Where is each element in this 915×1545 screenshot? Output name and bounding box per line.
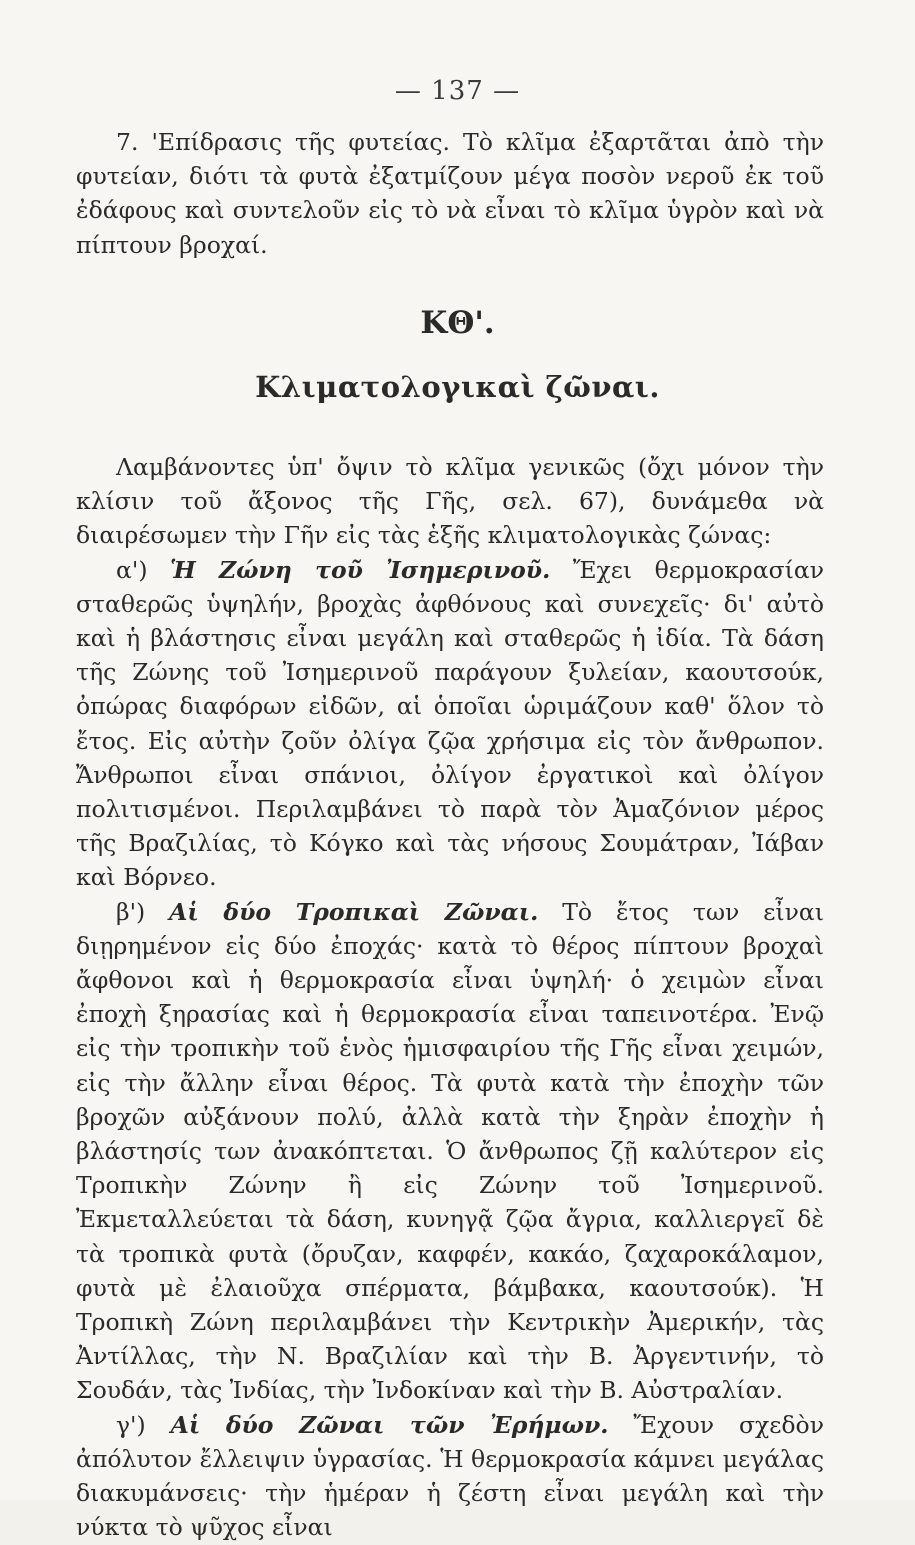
intro-paragraph: Λαμβάνοντες ὑπ' ὄψιν τὸ κλῖμα γενικῶς (ὄχι μόνον τὴν κλίσιν τοῦ ἄξονος τῆς Γῆς, σελ. 67), δυνάμεθα νὰ διαιρέσωμεν τὴν Γῆν εἰς τὰς ἑξῆς κλιματολογικὰς ζώνας: <box>76 453 824 550</box>
item-7-paragraph <box>76 125 824 262</box>
zone-marker: α') <box>116 555 171 584</box>
zone-paragraph-equator <box>76 553 824 895</box>
section-number: ΚΘ'. <box>420 305 495 341</box>
zone-text: Ἔχει θερμοκρασίαν σταθερῶς ὑψηλήν, βροχὰς ἀφθόνους καὶ συνεχεῖς· δι' αὐτὸ καὶ ἡ βλάστησις εἶναι μεγάλη καὶ σταθερῶς ἡ ἰδία. Τὰ δάση τῆς Ζώνης τοῦ Ἰσημερινοῦ παράγουν ξυλείαν, καουτσούκ, ὀπώρας διαφόρων εἰδῶν, αἱ ὁποῖαι ὡριμάζουν καθ' ὅλον τὸ ἔτος. Εἰς αὐτὴν ζοῦν ὀλίγα ζῷα χρήσιμα εἰς τὸν ἄνθρωπον. Ἄνθρωποι εἶναι σπάνιοι, ὀλίγον ἐργατικοὶ καὶ ὀλίγον πολιτισμένοι. Περιλαμβάνει τὸ παρὰ τὸν Ἀμαζόνιον μέρος τῆς Βραζιλίας, τὸ Κόγκο καὶ τὰς νήσους Σουμάτραν, Ἰάβαν καὶ Βόρνεο. <box>76 555 825 892</box>
item-7-block <box>76 125 824 262</box>
section-body <box>76 450 824 1545</box>
zone-text: Τὸ ἔτος των εἶναι διῃρημένον εἰς δύο ἐποχάς· κατὰ τὸ θέρος πίπτουν βροχαὶ ἄφθονοι καὶ ἡ θερμοκρασία εἶναι ὑψηλή· ὁ χειμὼν εἶναι ἐποχὴ ξηρασίας καὶ ἡ θερμοκρασία εἶναι ταπεινοτέρα. Ἐνῷ εἰς τὴν τροπικὴν τοῦ ἑνὸς ἡμισφαιρίου τῆς Γῆς εἶναι χειμών, εἰς τὴν ἄλλην εἶναι θέρος. Τὰ φυτὰ κατὰ τὴν ἐποχὴν τῶν βροχῶν αὐξάνουν πολύ, ἀλλὰ κατὰ τὴν ξηρὰν ἐποχὴν ἡ βλάστησίς των ἀνακόπτεται. Ὁ ἄνθρωπος ζῇ καλύτερον εἰς Τροπικὴν Ζώνην ἢ εἰς Ζώνην τοῦ Ἰσημερινοῦ. Ἐκμεταλλεύεται τὰ δάση, κυνηγᾷ ζῷα ἄγρια, καλλιεργεῖ δὲ τὰ τροπικὰ φυτὰ (ὄρυζαν, καφφέν, κακάο, ζαχαροκάλαμον, φυτὰ μὲ ἐλαιοῦχα σπέρματα, βάμβακα, καουτσούκ). Ἡ Τροπικὴ Ζώνη περιλαμβάνει τὴν Κεντρικὴν Ἀμερικήν, τὰς Ἀντίλλας, τὴν Ν. Βραζιλίαν καὶ τὴν Β. Ἀργεντινήν, τὸ Σουδάν, τὰς Ἰνδίας, τὴν Ἰνδοκίναν καὶ τὴν Β. Αὐστραλίαν. <box>76 897 824 1405</box>
zone-marker: β') <box>116 897 170 926</box>
zone-paragraph-tropical <box>76 895 824 1408</box>
zone-heading: Ἡ Ζώνη τοῦ Ἰσημερινοῦ. <box>170 555 551 584</box>
zone-text: Ἔχουν σχεδὸν ἀπόλυτον ἔλλειψιν ὑγρασίας. Ἡ θερμοκρασία κάμνει μεγάλας διακυμάνσεις· τὴν ἡμέραν ἡ ζέστη εἶναι μεγάλη καὶ τὴν νύκτα τὸ ψῦχος εἶναι <box>76 1410 824 1542</box>
zone-heading: Αἱ δύο Τροπικαὶ Ζῶναι. <box>169 897 539 926</box>
page-number: — 137 — <box>394 76 521 106</box>
zone-marker: γ') <box>116 1410 171 1439</box>
zone-heading: Αἱ δύο Ζῶναι τῶν Ἐρήμων. <box>170 1410 609 1439</box>
zone-paragraph-deserts <box>76 1408 824 1545</box>
item-7-text: Τὸ κλῖμα ἐξαρτᾶται ἀπὸ τὴν φυτείαν, διότι τὰ φυτὰ ἐξατμίζουν μέγα ποσὸν νεροῦ ἐκ τοῦ ἐδάφους καὶ συντελοῦν εἰς τὸ νὰ εἶναι τὸ κλῖμα ὑγρὸν καὶ νὰ πίπτουν βροχαί. <box>76 128 824 259</box>
item-7-lead: 7. 'Επίδρασις τῆς φυτείας. <box>116 128 450 156</box>
section-title: Κλιματολογικαὶ ζῶναι. <box>255 370 660 404</box>
